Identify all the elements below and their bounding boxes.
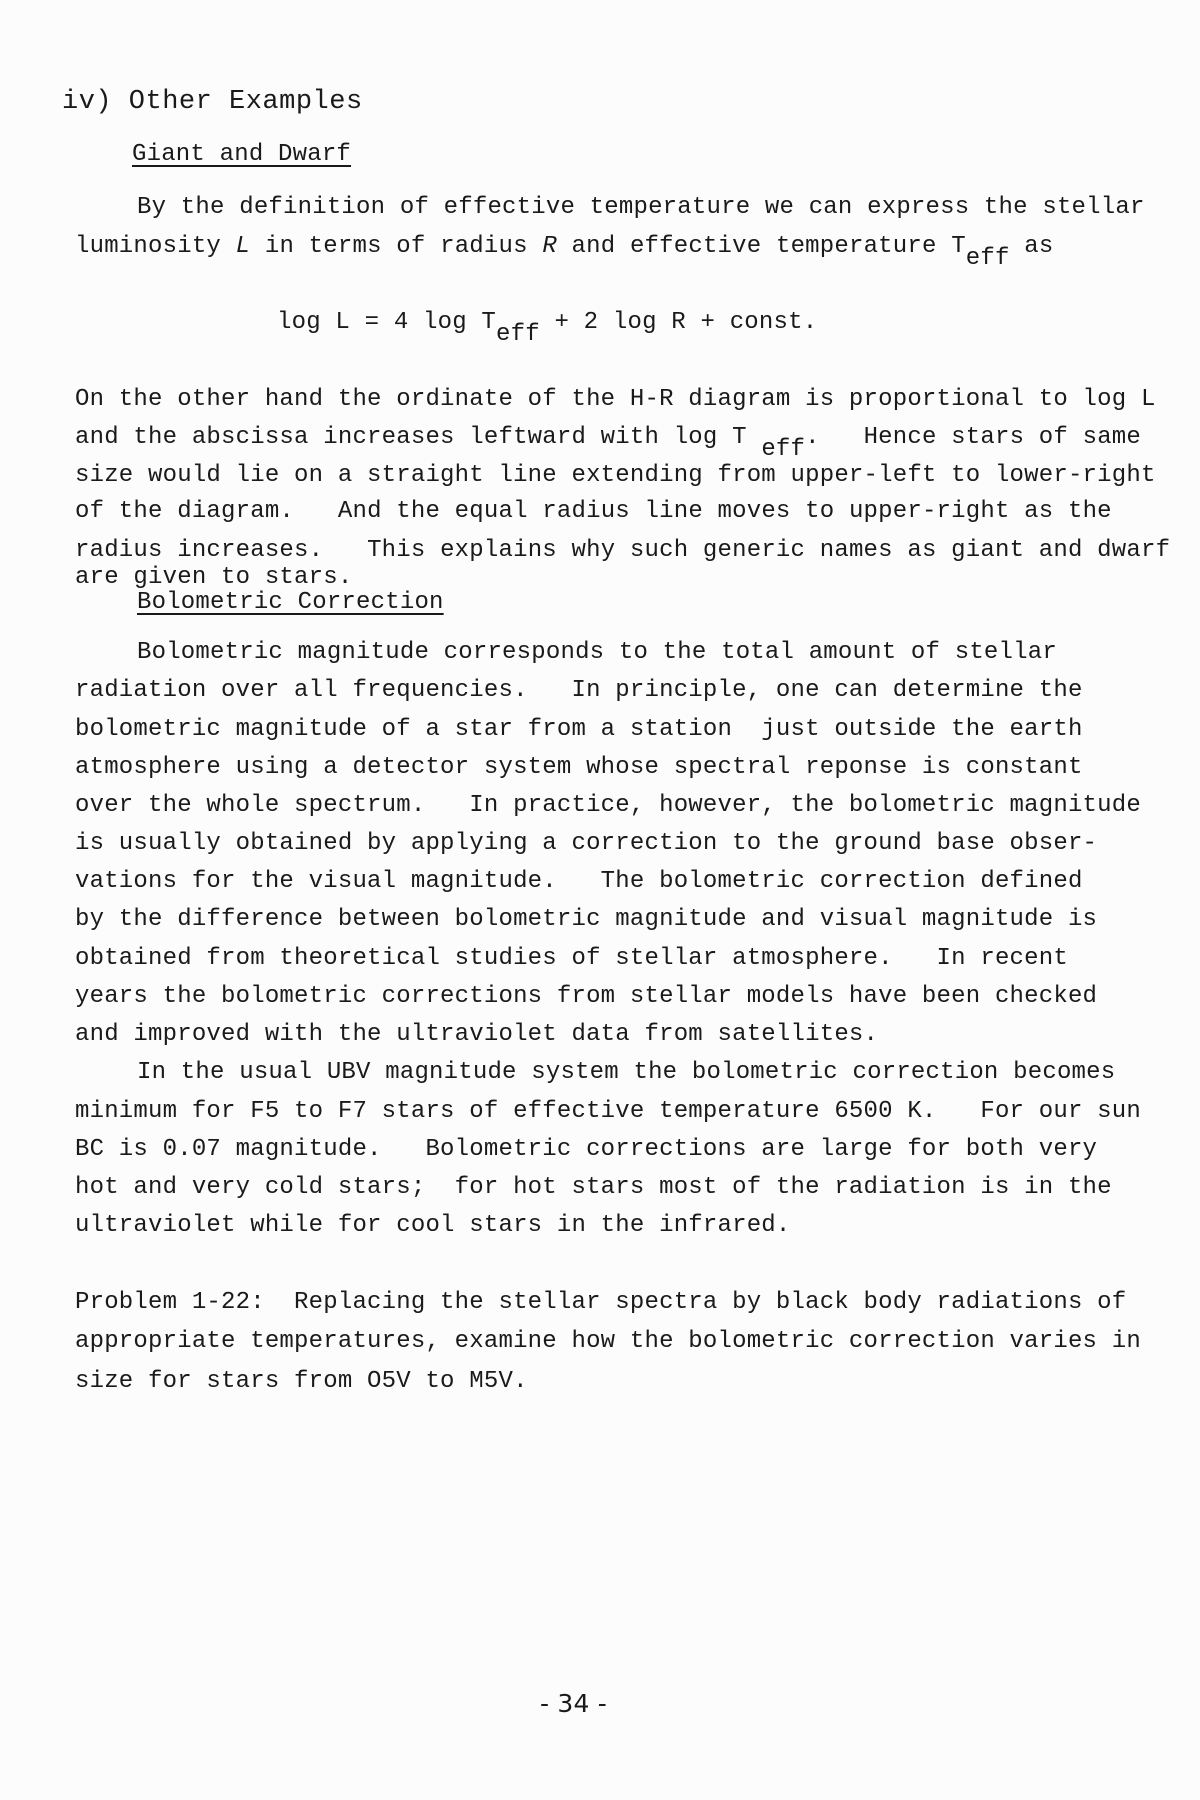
paragraph-line: Bolometric magnitude corresponds to the total amount of stellar [137,639,1057,666]
paragraph-line: luminosity L in terms of radius R and effective temperature Teff as [75,233,1054,272]
paragraph-line: and improved with the ultraviolet data from satellites. [75,1021,879,1048]
symbol-L: L [235,233,251,260]
paragraph-line: over the whole spectrum. In practice, however, the bolometric magnitude [75,792,1141,819]
subscript-eff: eff [496,321,540,348]
paragraph-line: By the definition of effective temperature we can express the stellar [137,194,1145,221]
paragraph-line: minimum for F5 to F7 stars of effective temperature 6500 K. For our sun [75,1098,1141,1125]
symbol-R: R [542,233,557,260]
paragraph-line: hot and very cold stars; for hot stars most of the radiation is in the [75,1174,1112,1201]
subsection-title-giant-dwarf: Giant and Dwarf [132,141,352,168]
paragraph-line: of the diagram. And the equal radius line moves to upper-right as the [75,498,1112,525]
problem-line: size for stars from O5V to M5V. [75,1368,528,1395]
problem-line: Problem 1-22: Replacing the stellar spectra by black body radiations of [75,1289,1127,1316]
paragraph-line: size would lie on a straight line extending from upper-left to lower-right [75,462,1156,489]
paragraph-line: and the abscissa increases leftward with log T eff. Hence stars of same [75,424,1142,463]
paragraph-line: radius increases. This explains why such generic names as giant and dwarf [75,537,1171,564]
paragraph-line: In the usual UBV magnitude system the bolometric correction becomes [137,1059,1116,1086]
paragraph-line: by the difference between bolometric magnitude and visual magnitude is [75,906,1098,933]
paragraph-line: vations for the visual magnitude. The bolometric correction defined [75,868,1083,895]
paragraph-line: years the bolometric corrections from stellar models have been checked [75,983,1098,1010]
paragraph-line: BC is 0.07 magnitude. Bolometric corrections are large for both very [75,1136,1098,1163]
paragraph-line: bolometric magnitude of a star from a station just outside the earth [75,716,1083,743]
equation-luminosity: log L = 4 log Teff + 2 log R + const. [277,309,818,348]
paragraph-line: atmosphere using a detector system whose spectral reponse is constant [75,754,1083,781]
paragraph-line: is usually obtained by applying a correction to the ground base obser- [75,830,1098,857]
problem-line: appropriate temperatures, examine how the bolometric correction varies in [75,1328,1141,1355]
page-number: - 34 - [540,1689,607,1718]
paragraph-line: are given to stars. [75,564,353,591]
subsection-title-bolometric-correction: Bolometric Correction [137,589,444,616]
subscript-eff: eff [965,245,1010,272]
section-heading: iv) Other Examples [62,87,363,117]
paragraph-line: ultraviolet while for cool stars in the infrared. [75,1212,791,1239]
subscript-eff: eff [761,436,806,463]
paragraph-line: obtained from theoretical studies of stellar atmosphere. In recent [75,945,1068,972]
paragraph-line: On the other hand the ordinate of the H-R diagram is proportional to log L [75,386,1156,413]
paragraph-line: radiation over all frequencies. In principle, one can determine the [75,677,1083,704]
